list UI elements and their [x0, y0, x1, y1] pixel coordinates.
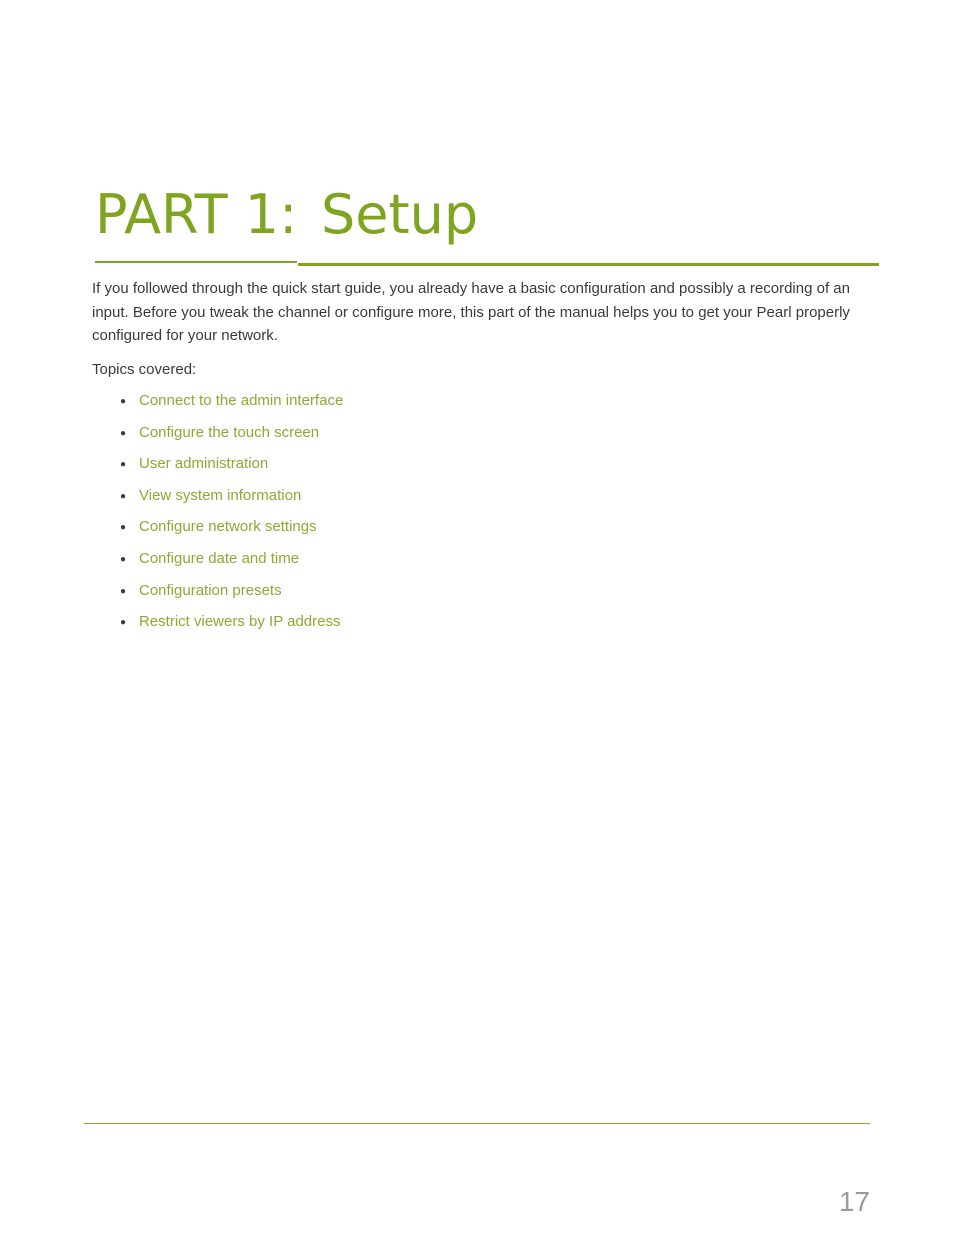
topic-link-date-time[interactable]: Configure date and time: [139, 549, 300, 567]
title-underline-left: [95, 261, 297, 263]
list-item: [120, 421, 343, 453]
bullet-icon: ●: [120, 459, 127, 471]
topic-link-user-administration[interactable]: User administration: [139, 455, 269, 473]
intro-paragraph: If you followed through the quick start guide, you already have a basic configuration and possibly a recording of an input. Before you tweak the channel or configure more, this part of the manual helps you to get your Pearl properly configured for your network.: [92, 280, 850, 344]
topic-link-system-information[interactable]: View system information: [139, 486, 302, 504]
title-underline-right: [298, 263, 879, 266]
part-label: PART 1:: [95, 183, 298, 246]
bullet-icon: ●: [120, 522, 127, 534]
page-title: [95, 182, 478, 248]
bullet-icon: ●: [120, 617, 127, 629]
bullet-icon: ●: [120, 396, 127, 407]
bullet-icon: ●: [120, 490, 127, 502]
list-item: [120, 484, 343, 516]
list-item: [120, 515, 343, 547]
list-item: [120, 452, 343, 484]
part-title: Setup: [321, 183, 479, 246]
topic-link-configuration-presets[interactable]: Configuration presets: [139, 581, 282, 599]
bullet-icon: ●: [120, 585, 127, 597]
page-number: 17: [838, 1186, 870, 1217]
topic-link-network-settings[interactable]: Configure network settings: [139, 518, 317, 536]
bullet-icon: ●: [120, 427, 127, 439]
list-item: [120, 547, 343, 579]
list-item: [120, 579, 343, 611]
list-item: [120, 610, 343, 642]
topic-link-admin-interface[interactable]: Connect to the admin interface: [139, 392, 344, 409]
topics-label: Topics covered:: [92, 361, 197, 378]
bullet-icon: ●: [120, 553, 127, 565]
footer-divider: [84, 1123, 870, 1124]
list-item: [120, 389, 343, 421]
topic-list: [120, 389, 343, 642]
topic-link-touch-screen[interactable]: Configure the touch screen: [139, 423, 320, 441]
topic-link-restrict-viewers[interactable]: Restrict viewers by IP address: [139, 613, 341, 631]
